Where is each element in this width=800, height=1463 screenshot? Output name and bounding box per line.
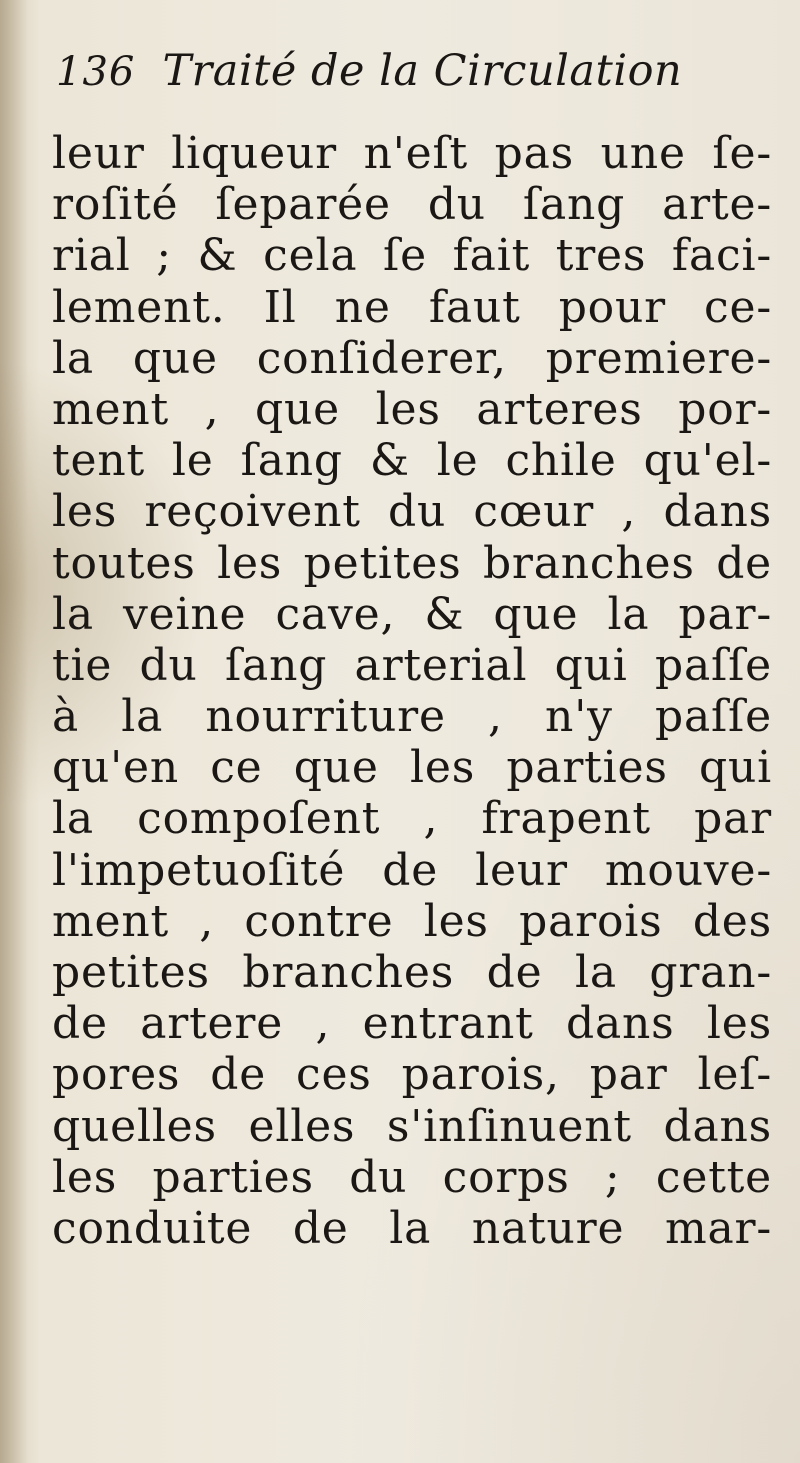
text-line: rial ; & cela ſe fait tres faci-: [52, 230, 772, 282]
text-line: la que conſiderer, premiere-: [52, 332, 772, 384]
text-line: quelles elles s'inſinuent dans: [52, 1100, 772, 1152]
text-line: à la nourriture , n'y paſſe: [52, 691, 772, 743]
text-line: tent le ſang & le chile qu'el-: [52, 435, 772, 487]
body-text: [52, 128, 772, 1254]
page-number: 136: [56, 49, 136, 95]
text-line: de artere , entrant dans les: [52, 998, 772, 1050]
running-head: Traité de la Circulation: [162, 46, 683, 96]
text-line: les reçoivent du cœur , dans: [52, 486, 772, 538]
text-line: pores de ces parois, par leſ-: [52, 1049, 772, 1101]
text-line: les parties du corps ; cette: [52, 1151, 772, 1203]
page-header: [56, 46, 682, 96]
text-line: qu'en ce que les parties qui: [52, 742, 772, 794]
text-line: ment , que les arteres por-: [52, 383, 772, 435]
text-line: l'impetuoſité de leur mouve-: [52, 844, 772, 896]
text-line: lement. Il ne faut pour ce-: [52, 281, 772, 333]
text-line: la veine cave, & que la par-: [52, 588, 772, 640]
text-line: leur liqueur n'eſt pas une ſe-: [52, 128, 772, 179]
text-line: petites branches de la gran-: [52, 947, 772, 998]
gutter-shadow: [0, 0, 28, 1463]
text-line: conduite de la nature mar-: [52, 1202, 772, 1254]
text-line: la compoſent , frapent par: [52, 793, 772, 845]
text-line: ment , contre les parois des: [52, 895, 772, 947]
text-line: tie du ſang arterial qui paſſe: [52, 639, 772, 691]
text-line: toutes les petites branches de: [52, 537, 772, 589]
text-line: roſité ſeparée du ſang arte-: [52, 179, 772, 231]
